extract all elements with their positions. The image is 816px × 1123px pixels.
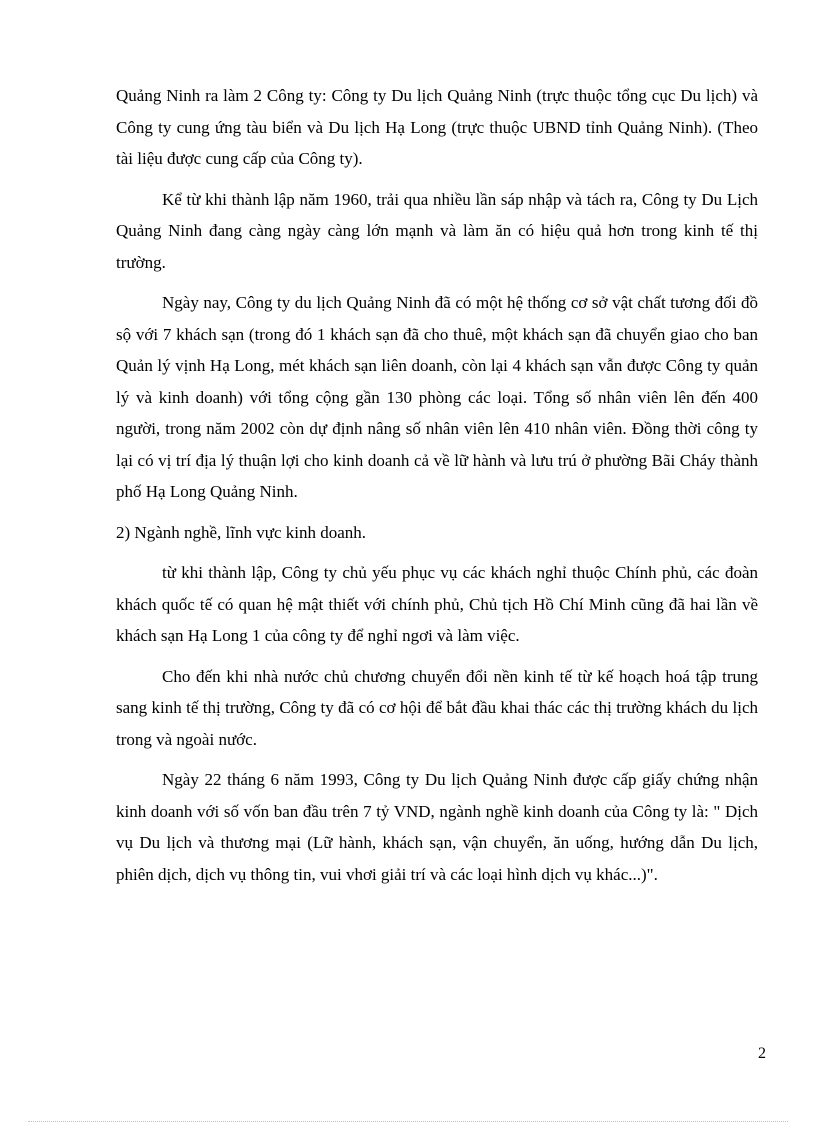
document-page: [116, 80, 758, 899]
paragraph-early-clients: từ khi thành lập, Công ty chủ yếu phục vụ các khách nghỉ thuộc Chính phủ, các đoàn khách quốc tế có quan hệ mật thiết với chính phủ, Chủ tịch Hồ Chí Minh cũng đã hai lần về khách sạn Hạ Long 1 của công ty để nghỉ ngơi và làm việc.: [116, 563, 758, 645]
paragraph-continuation: Quảng Ninh ra làm 2 Công ty: Công ty Du lịch Quảng Ninh (trực thuộc tổng cục Du lịch) và Công ty cung ứng tàu biển và Du lịch Hạ Long (trực thuộc UBND tỉnh Quảng Ninh). (Theo tài liệu được cung cấp của Công ty).: [116, 86, 758, 168]
paragraph-business-license: Ngày 22 tháng 6 năm 1993, Công ty Du lịch Quảng Ninh được cấp giấy chứng nhận kinh doanh với số vốn ban đầu trên 7 tỷ VND, ngành nghề kinh doanh của Công ty là: " Dịch vụ Du lịch và thương mại (Lữ hành, khách sạn, vận chuyển, ăn uống, hướng dẫn Du lịch, phiên dịch, dịch vụ thông tin, vui vhơi giải trí và các loại hình dịch vụ khác...)".: [116, 770, 758, 884]
paragraph-market-transition: Cho đến khi nhà nước chủ chương chuyển đổi nền kinh tế từ kế hoạch hoá tập trung sang kinh tế thị trường, Công ty đã có cơ hội để bắt đầu khai thác các thị trường khách du lịch trong và ngoài nước.: [116, 666, 758, 749]
paragraph-facilities: Ngày nay, Công ty du lịch Quảng Ninh đã có một hệ thống cơ sở vật chất tương đối đồ sộ với 7 khách sạn (trong đó 1 khách sạn đã cho thuê, một khách sạn đã chuyển giao cho ban Quản lý vịnh Hạ Long, mét khách sạn liên doanh, còn lại 4 khách sạn vẫn được Công ty quản lý và kinh doanh) với tổng cộng gần 130 phòng các loại. Tổng số nhân viên lên đến 400 người, trong năm 2002 còn dự định nâng số nhân viên lên 410 nhân viên. Đồng thời công ty lại có vị trí địa lý thuận lợi cho kinh doanh cả về lữ hành và lưu trú ở phường Bãi Cháy thành phố Hạ Long Quảng Ninh.: [116, 293, 758, 501]
section-heading: 2) Ngành nghề, lĩnh vực kinh doanh.: [116, 522, 367, 542]
paragraph-history: Kể từ khi thành lập năm 1960, trải qua nhiều lần sáp nhập và tách ra, Công ty Du Lịch Quảng Ninh đang càng ngày càng lớn mạnh và làm ăn có hiệu quả hơn trong kinh tế thị trường.: [116, 189, 758, 272]
footer-divider: [28, 1121, 788, 1122]
page-number: 2: [758, 1045, 766, 1062]
